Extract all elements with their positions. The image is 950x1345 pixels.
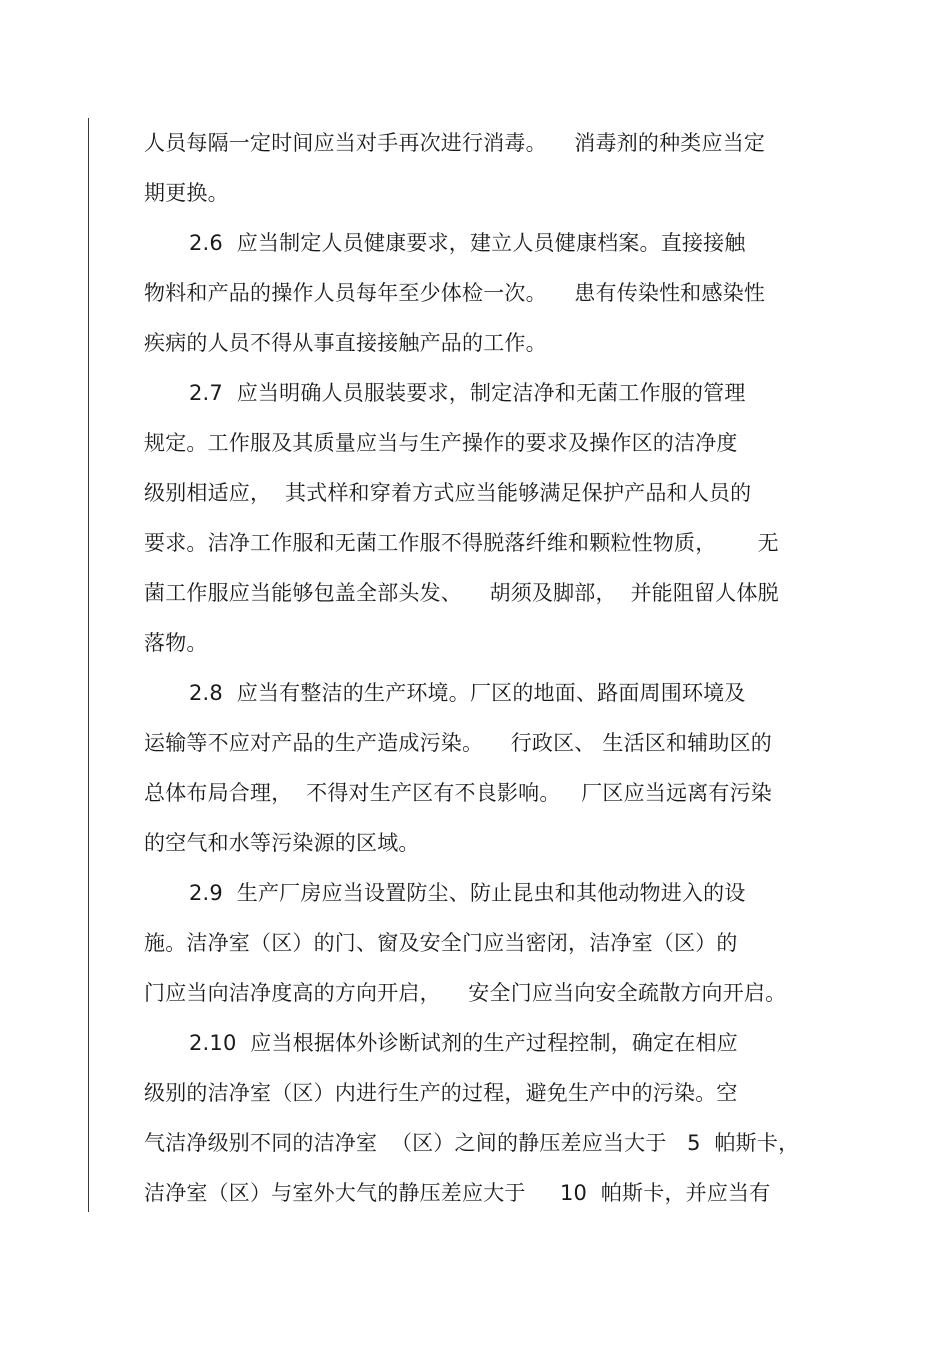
text-line: 人员每隔一定时间应当对手再次进行消毒。 消毒剂的种类应当定	[144, 131, 766, 155]
text-line: 物料和产品的操作人员每年至少体检一次。 患有传染性和感染性	[144, 281, 766, 305]
text-line: 运输等不应对产品的生产造成污染。 行政区、 生活区和辅助区的	[144, 731, 772, 755]
text-line: 洁净室（区）与室外大气的静压差应大于 10 帕斯卡，并应当有	[144, 1181, 771, 1205]
paragraph-first-line: 2.8 应当有整洁的生产环境。厂区的地面、路面周围环境及	[189, 681, 746, 705]
text-line: 落物。	[144, 631, 208, 655]
text-line: 要求。洁净工作服和无菌工作服不得脱落纤维和颗粒性物质， 无	[144, 531, 779, 555]
text-line: 级别的洁净室（区）内进行生产的过程，避免生产中的污染。空	[144, 1081, 738, 1105]
paragraph-first-line: 2.10 应当根据体外诊断试剂的生产过程控制，确定在相应	[189, 1031, 738, 1055]
document-body	[144, 118, 814, 1218]
text-line: 气洁净级别不同的洁净室 （区）之间的静压差应当大于 5 帕斯卡，	[144, 1131, 800, 1155]
text-line: 级别相适应， 其式样和穿着方式应当能够满足保护产品和人员的	[144, 481, 752, 505]
paragraph-first-line: 2.6 应当制定人员健康要求，建立人员健康档案。直接接触	[189, 231, 746, 255]
text-line: 期更换。	[144, 181, 229, 205]
text-line: 施。洁净室（区）的门、窗及安全门应当密闭，洁净室（区）的	[144, 931, 738, 955]
text-line: 的空气和水等污染源的区域。	[144, 831, 420, 855]
margin-rule	[88, 118, 89, 1212]
text-line: 总体布局合理， 不得对生产区有不良影响。 厂区应当远离有污染	[144, 781, 772, 805]
text-line: 菌工作服应当能够包盖全部头发、 胡须及脚部， 并能阻留人体脱	[144, 581, 779, 605]
paragraph-first-line: 2.7 应当明确人员服装要求，制定洁净和无菌工作服的管理	[189, 381, 746, 405]
paragraph-first-line: 2.9 生产厂房应当设置防尘、防止昆虫和其他动物进入的设	[189, 881, 746, 905]
text-line: 疾病的人员不得从事直接接触产品的工作。	[144, 331, 547, 355]
text-line: 规定。工作服及其质量应当与生产操作的要求及操作区的洁净度	[144, 431, 738, 455]
text-line: 门应当向洁净度高的方向开启， 安全门应当向安全疏散方向开启。	[144, 981, 787, 1005]
